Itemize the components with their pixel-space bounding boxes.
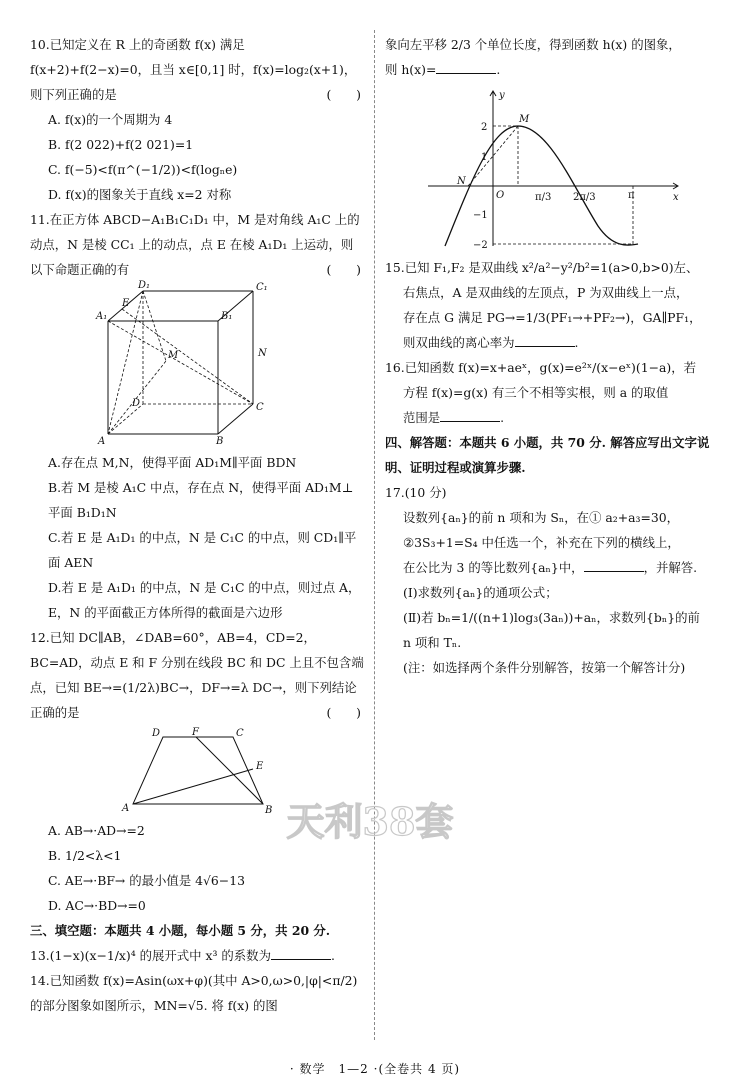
right-column: 象向左平移 2/3 个单位长度，得到函数 h(x) 的图象， 则 h(x)= . 2 1 −1 −2 π/3 2π/3 π y x O M N 15.已知 F₁,F₂ 是双曲线 x²/a²−y²/b²=1(a>0,b>0)左、 右焦点，A 是双曲线的左顶点，P 为双曲线上一点， 存在点 G 满足 PG→=1/3(PF₁→+PF₂→)，GA∥PF₁， 则双曲线的离心率为 . 16.已知函数 f(x)=x+aeˣ，g(x)=e²ˣ/(x−eˣ)(1−a)，若 方程 f(x)=g(x) 有三个不相等实根，则 a 的取值 范围是 . 四、解答题：本题共 6 小题，共 70 分. 解答应写出文字说明、证明过程或演算步骤. 17.(10 分) 设数列{aₙ}的前 n 项和为 Sₙ，在① a₂+a₃=30， ②3S₃+1=S₄ 中任选一个，补充在下列的横线上， 在公比为 3 的等比数列{aₙ}中， ，并解答. (Ⅰ)求数列{aₙ}的通项公式； (Ⅱ)若 bₙ=1/((n+1)log₃(3aₙ))+aₙ，求数列{bₙ}的前 n 项和 Tₙ. (注：如选择两个条件分别解答，按第一个解答计分) — [385, 32, 720, 680]
cube-label-b: B — [215, 436, 223, 447]
graph-ytick-1: 1 — [480, 152, 487, 163]
cube-label-a1: A₁ — [95, 311, 107, 322]
q10-option-a: A. f(x)的一个周期为 4 — [48, 112, 173, 127]
trap-label-a: A — [121, 803, 129, 814]
q17-line2: ②3S₃+1=S₄ 中任选一个，补充在下列的横线上， — [403, 535, 680, 550]
q13-text: 13.(1−x)(x−1/x)⁴ 的展开式中 x³ 的系数为 — [30, 948, 271, 963]
graph-label-y: y — [498, 90, 505, 101]
trap-label-f: F — [191, 727, 199, 738]
graph-xtick-pi3: π/3 — [534, 192, 551, 203]
q10-option-d: D. f(x)的图象关于直线 x=2 对称 — [48, 187, 232, 202]
q10-stem: 10.已知定义在 R 上的奇函数 f(x) 满足 f(x+2)+f(2−x)=0，且当 x∈[0,1] 时，f(x)=log₂(x+1)，则下列正确的是 — [30, 37, 357, 102]
left-column — [30, 32, 365, 1018]
q13-answer-blank[interactable] — [271, 945, 331, 960]
q17-line3: 在公比为 3 的等比数列{aₙ}中， — [403, 560, 584, 575]
cube-label-c1: C₁ — [255, 282, 268, 293]
q12-stem: 12.已知 DC∥AB，∠DAB=60°，AB=4，CD=2，BC=AD，动点 E 和 F 分别在线段 BC 和 DC 上且不包含端点，已知 BE→=(1/2λ)BC→，DF→=λ DC→，则下列结论正确的是 — [30, 630, 364, 720]
cube-label-n: N — [257, 348, 267, 359]
graph-label-m: M — [518, 114, 529, 125]
trap-label-b: B — [264, 805, 272, 816]
trap-label-c: C — [235, 728, 244, 739]
q11-paren: ( ) — [326, 262, 361, 277]
graph-label-x: x — [672, 192, 679, 203]
q12-paren: ( ) — [326, 705, 361, 720]
q16-answer-blank[interactable] — [440, 407, 500, 422]
q17-line1: 设数列{aₙ}的前 n 项和为 Sₙ，在① a₂+a₃=30， — [403, 510, 680, 525]
q14-answer-blank[interactable] — [436, 59, 496, 74]
q15-line3: 存在点 G 满足 PG→=1/3(PF₁→+PF₂→)，GA∥PF₁， — [403, 310, 702, 325]
question-12 — [30, 625, 365, 918]
q15-answer-blank[interactable] — [515, 332, 575, 347]
q15-line2: 右焦点，A 是双曲线的左顶点，P 为双曲线上一点， — [403, 285, 689, 300]
graph-ytick-neg1: −1 — [472, 210, 488, 221]
graph-label-n: N — [456, 176, 466, 187]
q16-line2: 方程 f(x)=g(x) 有三个不相等实根，则 a 的取值 — [403, 385, 669, 400]
q17-line3b: ，并解答. — [643, 560, 698, 575]
watermark-text: 天利38套 — [286, 799, 454, 844]
cube-label-c: C — [255, 402, 264, 413]
section-4-heading: 四、解答题：本题共 6 小题，共 70 分. 解答应写出文字说明、证明过程或演算步骤. — [385, 435, 710, 475]
trapezoid-figure — [118, 729, 278, 814]
graph-xtick-2pi3: 2π/3 — [572, 192, 596, 203]
q10-paren: ( ) — [326, 87, 361, 102]
q12-option-a: A. AB→·AD→=2 — [48, 823, 145, 838]
graph-ytick-2: 2 — [480, 122, 487, 133]
graph-label-o: O — [495, 190, 504, 201]
q14-continuation: 象向左平移 2/3 个单位长度，得到函数 h(x) 的图象， — [385, 37, 681, 52]
question-11 — [30, 207, 365, 625]
q10-option-b: B. f(2 022)+f(2 021)=1 — [48, 137, 194, 152]
q15-line1: 15.已知 F₁,F₂ 是双曲线 x²/a²−y²/b²=1(a>0,b>0)左、 — [385, 260, 699, 275]
cube-label-m: M — [167, 350, 178, 361]
page-footer: · 数学 1—2 ·(全卷共 4 页) — [289, 1062, 461, 1076]
graph-xtick-pi: π — [627, 190, 635, 201]
q17-head: 17.(10 分) — [385, 485, 447, 500]
q17-part1: (Ⅰ)求数列{aₙ}的通项公式； — [403, 585, 558, 600]
cube-label-d1: D₁ — [137, 280, 150, 291]
q15-line4: 则双曲线的离心率为 — [403, 335, 515, 350]
q10-option-c: C. f(−5)<f(π^(−1/2))<f(logₙe) — [48, 162, 238, 177]
question-13: 13.(1−x)(x−1/x)⁴ 的展开式中 x³ 的系数为 . — [30, 943, 365, 968]
cube-label-b1: B₁ — [220, 311, 232, 322]
q17-note: (注：如选择两个条件分别解答，按第一个解答计分) — [403, 660, 686, 675]
question-16: 16.已知函数 f(x)=x+aeˣ，g(x)=e²ˣ/(x−eˣ)(1−a)，若 方程 f(x)=g(x) 有三个不相等实根，则 a 的取值 范围是 . — [385, 355, 720, 430]
q17-part2b: n 项和 Tₙ. — [403, 635, 462, 650]
cube-figure — [95, 280, 298, 447]
q17-answer-blank[interactable] — [584, 557, 644, 572]
trap-label-d: D — [151, 728, 160, 739]
question-15: 15.已知 F₁,F₂ 是双曲线 x²/a²−y²/b²=1(a>0,b>0)左、 右焦点，A 是双曲线的左顶点，P 为双曲线上一点， 存在点 G 满足 PG→=1/3(PF₁→+PF₂→)，GA∥PF₁， 则双曲线的离心率为 . — [385, 255, 720, 355]
q16-line3: 范围是 — [403, 410, 441, 425]
q12-option-c: C. AE→·BF→ 的最小值是 4√6−13 — [48, 873, 245, 888]
q11-option-b: B.若 M 是棱 A₁C 中点，存在点 N，使得平面 AD₁M⊥平面 B₁D₁N — [48, 480, 354, 520]
question-14-stem: 14.已知函数 f(x)=Asin(ωx+φ)(其中 A>0,ω>0,|φ|<π/2)的部分图象如图所示，MN=√5. 将 f(x) 的图 — [30, 973, 358, 1013]
q17-part2: (Ⅱ)若 bₙ=1/((n+1)log₃(3aₙ))+aₙ，求数列{bₙ}的前 — [403, 610, 700, 625]
cube-label-d: D — [131, 398, 140, 409]
cube-label-e: E — [121, 298, 129, 309]
q12-option-b: B. 1/2<λ<1 — [48, 848, 122, 863]
q11-option-a: A.存在点 M,N，使得平面 AD₁M∥平面 BDN — [48, 455, 297, 470]
trap-label-e: E — [255, 761, 263, 772]
cube-label-a: A — [97, 436, 105, 447]
section-3-heading: 三、填空题：本题共 4 小题，每小题 5 分，共 20 分. — [30, 923, 331, 938]
column-divider — [374, 30, 375, 1040]
q12-option-d: D. AC→·BD→=0 — [48, 898, 146, 913]
question-10 — [30, 32, 365, 207]
q11-stem: 11.在正方体 ABCD−A₁B₁C₁D₁ 中，M 是对角线 A₁C 上的动点，N 是棱 CC₁ 上的动点，点 E 在棱 A₁D₁ 上运动，则以下命题正确的有 — [30, 212, 360, 277]
sine-graph — [423, 86, 683, 251]
graph-ytick-neg2: −2 — [472, 240, 488, 251]
q14-ask: 则 h(x)= — [385, 62, 437, 77]
question-17 — [385, 480, 720, 680]
q11-option-d: D.若 E 是 A₁D₁ 的中点，N 是 C₁C 的中点，则过点 A，E，N 的平面截正方体所得的截面是六边形 — [48, 580, 361, 620]
q16-line1: 16.已知函数 f(x)=x+aeˣ，g(x)=e²ˣ/(x−eˣ)(1−a)，若 — [385, 360, 696, 375]
q11-option-c: C.若 E 是 A₁D₁ 的中点，N 是 C₁C 的中点，则 CD₁∥平面 AEN — [48, 530, 357, 570]
